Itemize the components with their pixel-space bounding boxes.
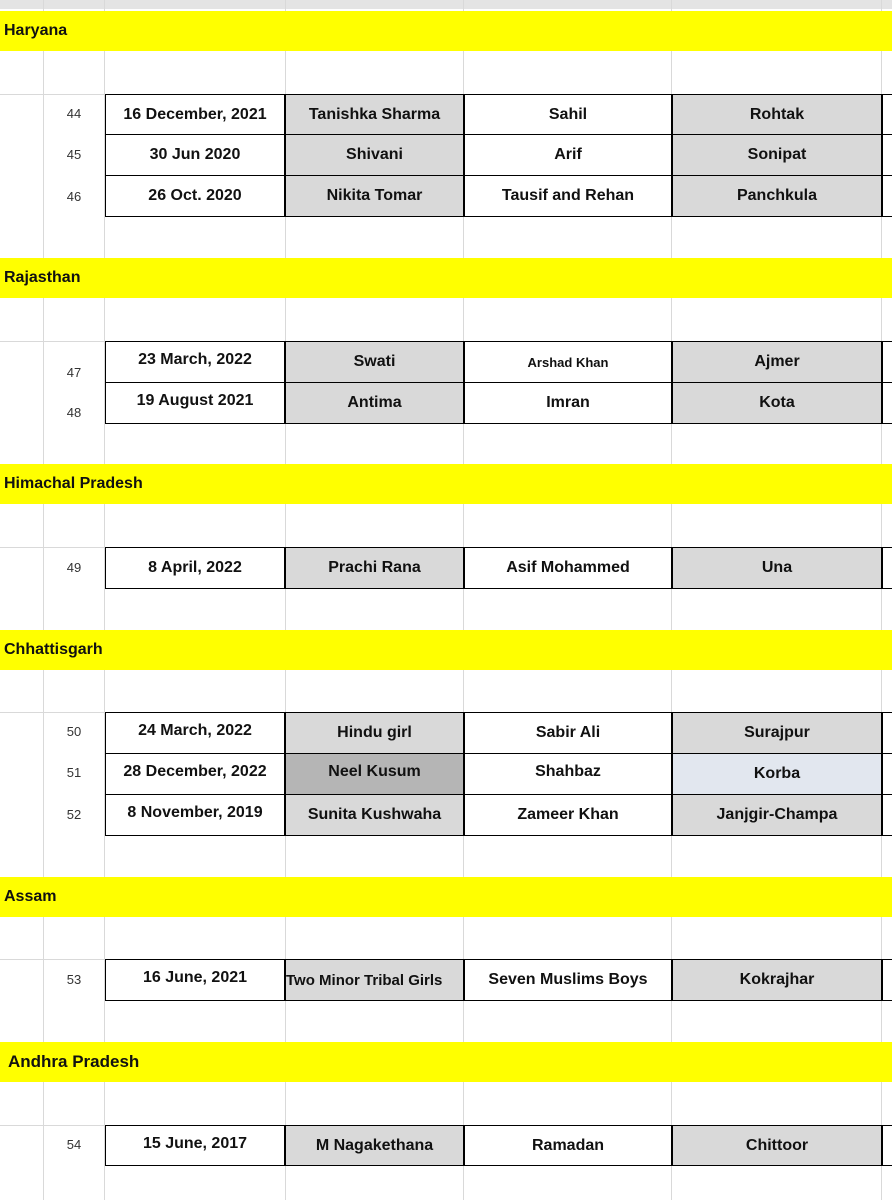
state-header-himachal-pradesh[interactable]: Himachal Pradesh — [0, 464, 892, 504]
place-cell[interactable]: Chittoor — [672, 1125, 882, 1166]
row-number[interactable]: 44 — [66, 106, 82, 121]
place-cell[interactable]: Ajmer — [672, 341, 882, 383]
place-cell[interactable]: Korba — [672, 753, 882, 795]
place-cell[interactable]: Surajpur — [672, 712, 882, 754]
victim-cell[interactable]: Tanishka Sharma — [285, 94, 464, 135]
row-number[interactable]: 45 — [66, 147, 82, 162]
date-cell[interactable]: 19 August 2021 — [105, 382, 285, 424]
extra-cell[interactable] — [882, 134, 892, 176]
victim-cell[interactable]: Hindu girl — [285, 712, 464, 754]
gridline — [43, 0, 44, 1200]
victim-cell[interactable]: Nikita Tomar — [285, 175, 464, 217]
place-cell[interactable]: Janjgir-Champa — [672, 794, 882, 836]
place-cell[interactable]: Kota — [672, 382, 882, 424]
accused-cell[interactable]: Shahbaz — [464, 753, 672, 795]
date-cell[interactable]: 16 December, 2021 — [105, 94, 285, 135]
date-cell[interactable]: 8 April, 2022 — [105, 547, 285, 589]
date-cell[interactable]: 30 Jun 2020 — [105, 134, 285, 176]
victim-cell[interactable]: M Nagakethana — [285, 1125, 464, 1166]
row-number[interactable]: 46 — [66, 189, 82, 204]
date-cell[interactable]: 24 March, 2022 — [105, 712, 285, 754]
row-number[interactable]: 48 — [66, 405, 82, 420]
victim-cell[interactable]: Antima — [285, 382, 464, 424]
state-header-assam[interactable]: Assam — [0, 877, 892, 917]
victim-cell[interactable]: Neel Kusum — [285, 753, 464, 795]
place-cell[interactable]: Panchkula — [672, 175, 882, 217]
extra-cell[interactable] — [882, 753, 892, 795]
date-cell[interactable]: 16 June, 2021 — [105, 959, 285, 1001]
accused-cell[interactable]: Tausif and Rehan — [464, 175, 672, 217]
state-header-andhra-pradesh[interactable]: Andhra Pradesh — [0, 1042, 892, 1082]
extra-cell[interactable] — [882, 382, 892, 424]
row-number[interactable]: 53 — [66, 972, 82, 987]
state-header-chhattisgarh[interactable]: Chhattisgarh — [0, 630, 892, 670]
extra-cell[interactable] — [882, 1125, 892, 1166]
row-number[interactable]: 50 — [66, 724, 82, 739]
extra-cell[interactable] — [882, 175, 892, 217]
accused-cell[interactable]: Sahil — [464, 94, 672, 135]
victim-cell[interactable]: Swati — [285, 341, 464, 383]
victim-cell[interactable]: Prachi Rana — [285, 547, 464, 589]
row-number[interactable]: 49 — [66, 560, 82, 575]
place-cell[interactable]: Sonipat — [672, 134, 882, 176]
date-cell[interactable]: 23 March, 2022 — [105, 341, 285, 383]
victim-cell[interactable]: Shivani — [285, 134, 464, 176]
accused-cell[interactable]: Seven Muslims Boys — [464, 959, 672, 1001]
state-header-haryana[interactable]: Haryana — [0, 11, 892, 51]
row-number[interactable]: 52 — [66, 807, 82, 822]
victim-cell[interactable]: Two Minor Tribal Girls — [285, 959, 464, 1001]
place-cell[interactable]: Una — [672, 547, 882, 589]
accused-cell[interactable]: Arshad Khan — [464, 341, 672, 383]
place-cell[interactable]: Kokrajhar — [672, 959, 882, 1001]
state-header-rajasthan[interactable]: Rajasthan — [0, 258, 892, 298]
accused-cell[interactable]: Asif Mohammed — [464, 547, 672, 589]
extra-cell[interactable] — [882, 794, 892, 836]
date-cell[interactable]: 8 November, 2019 — [105, 794, 285, 836]
date-cell[interactable]: 26 Oct. 2020 — [105, 175, 285, 217]
accused-cell[interactable]: Sabir Ali — [464, 712, 672, 754]
extra-cell[interactable] — [882, 959, 892, 1001]
extra-cell[interactable] — [882, 712, 892, 754]
column-header-strip — [0, 0, 892, 9]
accused-cell[interactable]: Zameer Khan — [464, 794, 672, 836]
extra-cell[interactable] — [882, 94, 892, 135]
accused-cell[interactable]: Ramadan — [464, 1125, 672, 1166]
accused-cell[interactable]: Imran — [464, 382, 672, 424]
accused-cell[interactable]: Arif — [464, 134, 672, 176]
victim-cell[interactable]: Sunita Kushwaha — [285, 794, 464, 836]
row-number[interactable]: 47 — [66, 365, 82, 380]
place-cell[interactable]: Rohtak — [672, 94, 882, 135]
row-number[interactable]: 51 — [66, 765, 82, 780]
date-cell[interactable]: 15 June, 2017 — [105, 1125, 285, 1166]
extra-cell[interactable] — [882, 547, 892, 589]
date-cell[interactable]: 28 December, 2022 — [105, 753, 285, 795]
extra-cell[interactable] — [882, 341, 892, 383]
row-number[interactable]: 54 — [66, 1137, 82, 1152]
